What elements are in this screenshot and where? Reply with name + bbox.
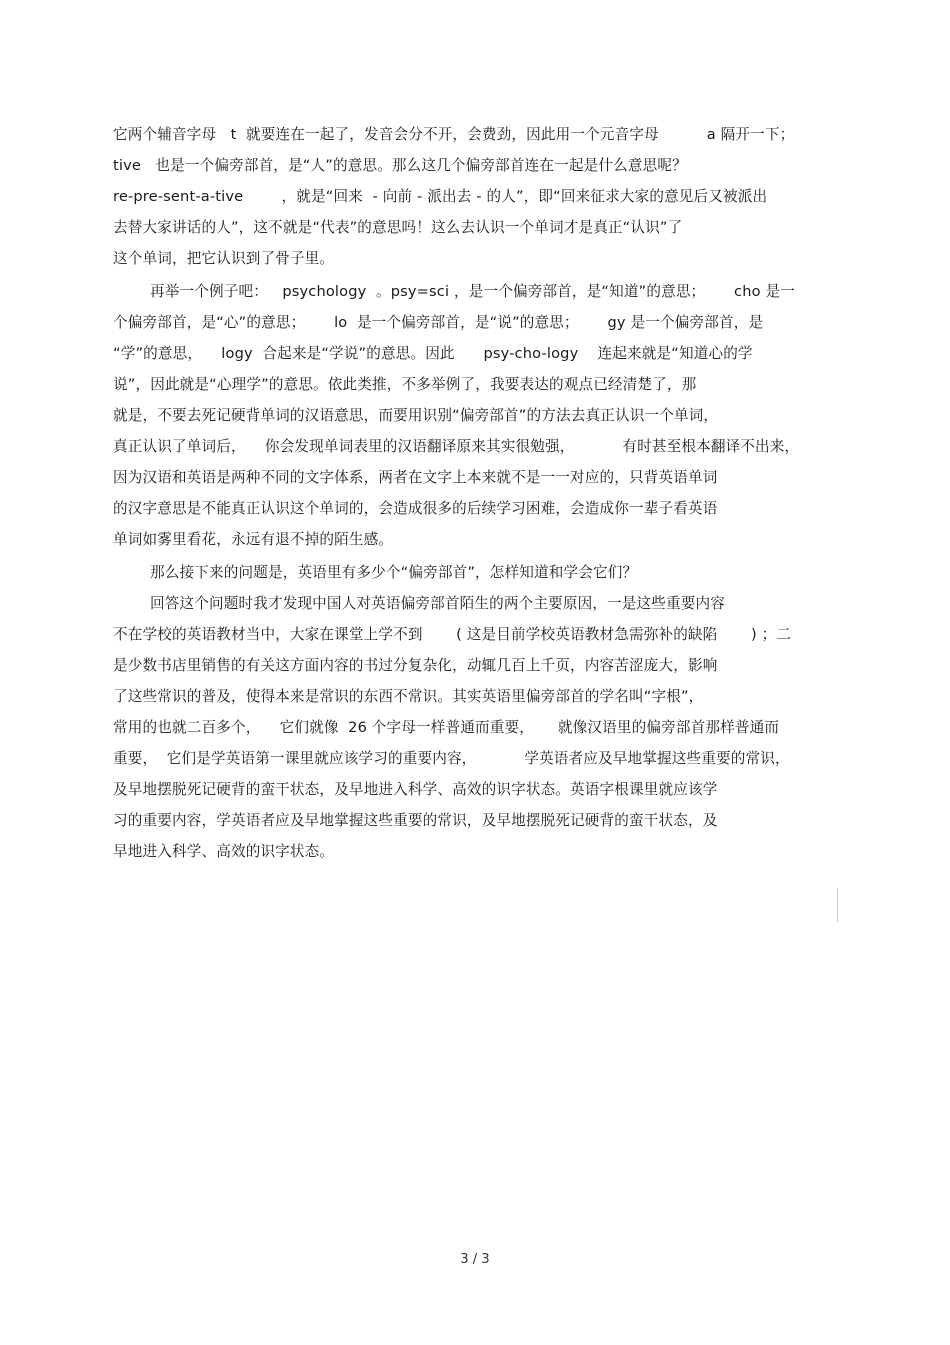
text-line: 不在学校的英语教材当中，大家在课堂上学不到 ( 这是目前学校英语教材急需弥补的缺陷 ) ；二	[113, 626, 792, 643]
text-line: “学”的意思， logy 合起来是“学说”的意思。因此 psy-cho-logy 连起来就是“知道心的学	[113, 345, 753, 362]
text-line: 习的重要内容，学英语者应及早地掌握这些重要的常识，及早地摆脱死记硬背的蛮干状态，及	[113, 812, 718, 829]
text-line: 是少数书店里销售的有关这方面内容的书过分复杂化，动辄几百上千页，内容苦涩庞大，影响	[113, 657, 718, 674]
paragraph-first-line: 再举一个例子吧： psychology 。psy=sci ，是一个偏旁部首，是“知道”的意思； cho 是一	[150, 283, 795, 300]
text-line: 早地进入科学、高效的识字状态。	[113, 843, 335, 860]
margin-line	[837, 888, 838, 922]
text-line: 单词如雾里看花，永远有退不掉的陌生感。	[113, 531, 394, 548]
text-line: 及早地摆脱死记硬背的蛮干状态，及早地进入科学、高效的识字状态。英语字根课里就应该学	[113, 781, 718, 798]
paragraph-first-line: 那么接下来的问题是，英语里有多少个“偏旁部首”，怎样知道和学会它们？	[150, 564, 638, 581]
page-number: 3 / 3	[460, 1252, 490, 1267]
text-line: 了这些常识的普及，使得本来是常识的东西不常识。其实英语里偏旁部首的学名叫“字根”，	[113, 688, 704, 705]
text-line: 个偏旁部首，是“心”的意思； lo 是一个偏旁部首，是“说”的意思； gy 是一个偏旁部首，是	[113, 314, 764, 331]
text-line: 它两个辅音字母 t 就要连在一起了，发音会分不开，会费劲，因此用一个元音字母 a 隔开一下；	[113, 126, 795, 143]
text-line: 去替大家讲话的人”，这不就是“代表”的意思吗！这么去认识一个单词才是真正“认识”了	[113, 219, 683, 236]
paragraph-first-line: 回答这个问题时我才发现中国人对英语偏旁部首陌生的两个主要原因，一是这些重要内容	[150, 595, 726, 612]
text-line: tive 也是一个偏旁部首，是“人”的意思。那么这几个偏旁部首连在一起是什么意思呢？	[113, 157, 687, 174]
text-line: re-pre-sent-a-tive ，就是“回来 - 向前 - 派出去 - 的人”，即“回来征求大家的意见后又被派出	[113, 188, 768, 205]
text-line: 说”，因此就是“心理学”的意思。依此类推，不多举例了，我要表达的观点已经清楚了，那	[113, 376, 697, 393]
text-line: 因为汉语和英语是两种不同的文字体系，两者在文字上本来就不是一一对应的，只背英语单词	[113, 469, 718, 486]
text-line: 重要， 它们是学英语第一课里就应该学习的重要内容， 学英语者应及早地掌握这些重要的常识，	[113, 750, 790, 767]
text-line: 常用的也就二百多个， 它们就像 26 个字母一样普通而重要， 就像汉语里的偏旁部首那样普通而	[113, 719, 780, 736]
text-line: 真正认识了单词后， 你会发现单词表里的汉语翻译原来其实很勉强， 有时甚至根本翻译不出来，	[113, 438, 800, 455]
text-line: 就是，不要去死记硬背单词的汉语意思，而要用识别“偏旁部首”的方法去真正认识一个单词，	[113, 407, 719, 424]
text-line: 这个单词，把它认识到了骨子里。	[113, 250, 335, 267]
text-line: 的汉字意思是不能真正认识这个单词的，会造成很多的后续学习困难，会造成你一辈子看英语	[113, 500, 718, 517]
